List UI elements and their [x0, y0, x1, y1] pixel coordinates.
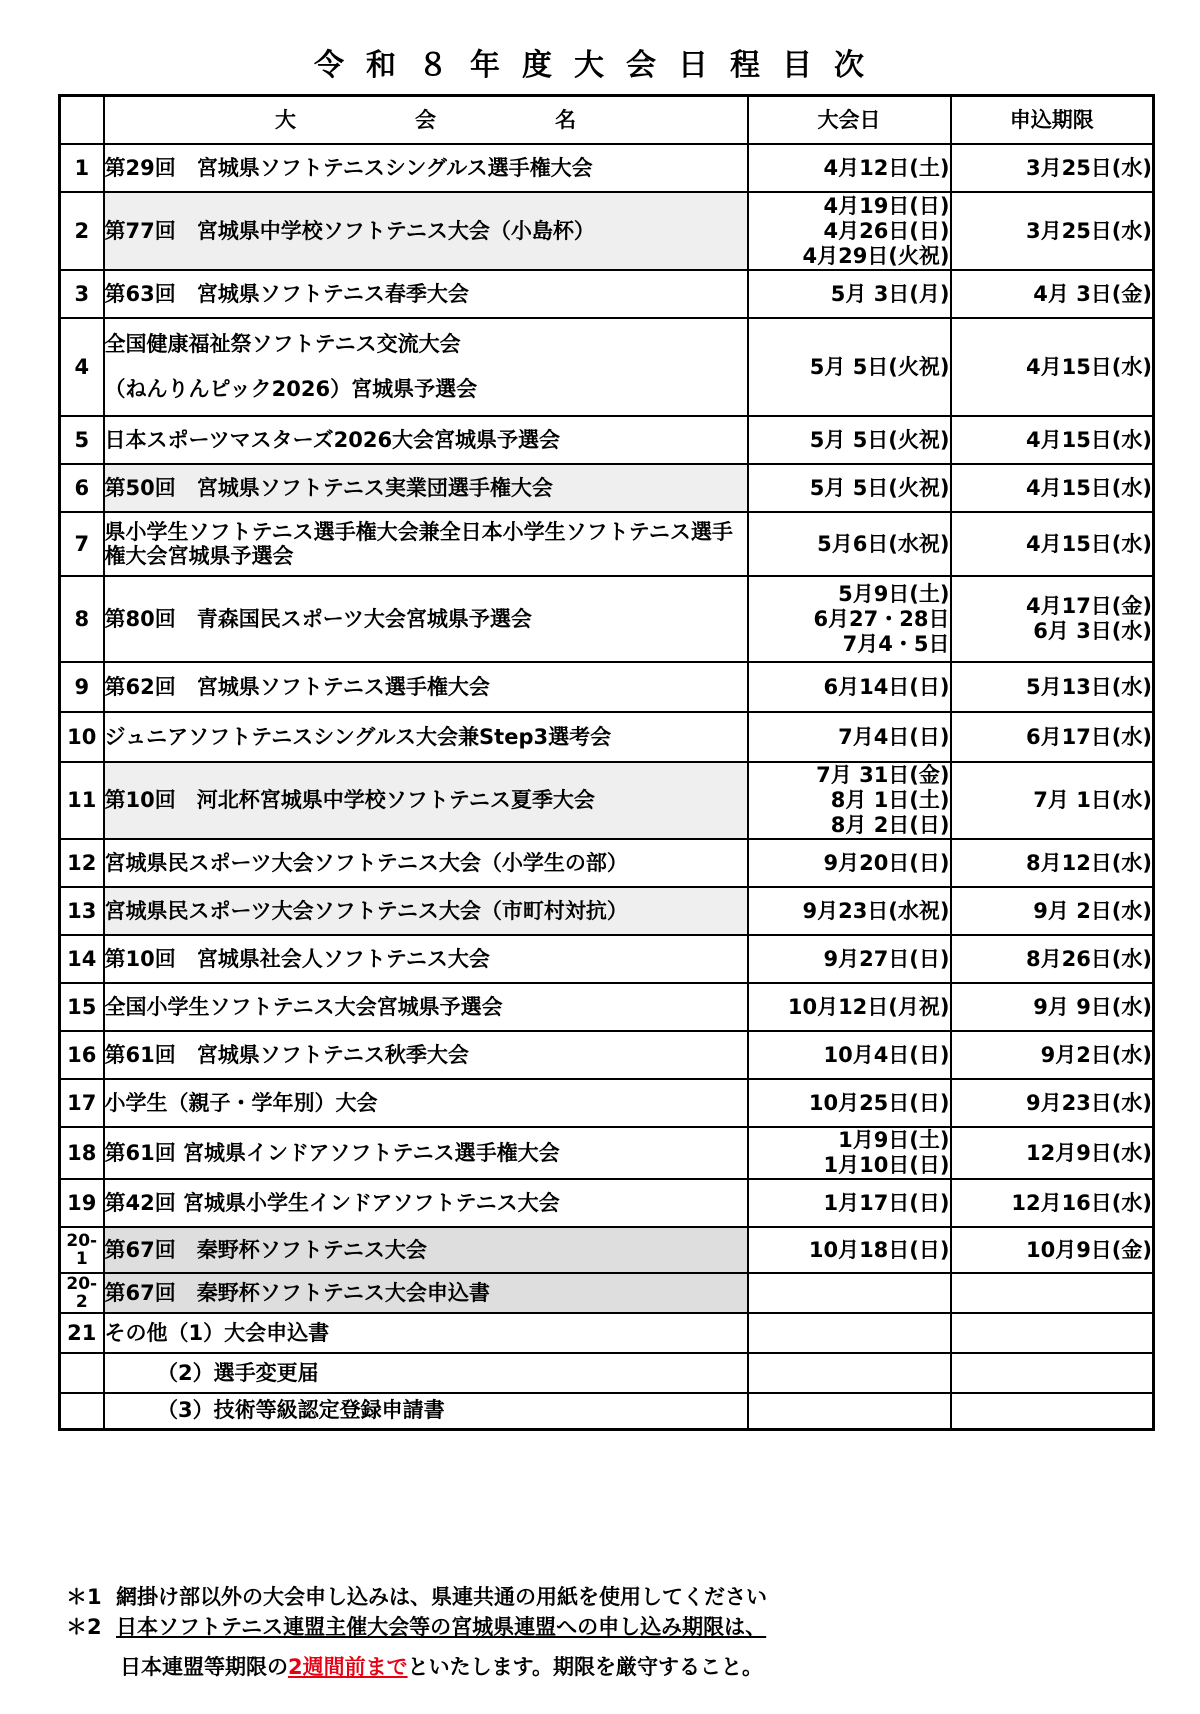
table-row	[60, 935, 1154, 983]
event-name: 県小学生ソフトテニス選手権大会兼全日本小学生ソフトテニス選手権大会宮城県予選会	[104, 512, 748, 576]
table-row	[60, 762, 1154, 839]
row-number: 18	[60, 1127, 104, 1179]
table-row	[60, 1313, 1154, 1353]
entry-deadline: 4月15日(水)	[951, 318, 1154, 416]
event-date: 5月9日(土) 6月27・28日 7月4・5日	[748, 576, 951, 662]
table-row	[60, 1273, 1154, 1313]
footnotes	[66, 1582, 767, 1682]
event-date: 4月12日(土)	[748, 144, 951, 192]
event-date: 5月 5日(火祝)	[748, 464, 951, 512]
event-name: 第67回 秦野杯ソフトテニス大会申込書	[104, 1273, 748, 1313]
event-date: 5月6日(水祝)	[748, 512, 951, 576]
footnote-2: ＊2 日本ソフトテニス連盟主催大会等の宮城県連盟への申し込み期限は、	[66, 1615, 767, 1639]
row-number: 19	[60, 1179, 104, 1227]
table-row	[60, 1227, 1154, 1273]
table-row	[60, 1079, 1154, 1127]
event-date: 10月18日(日)	[748, 1227, 951, 1273]
row-number	[60, 1353, 104, 1393]
entry-deadline: 5月13日(水)	[951, 662, 1154, 712]
entry-deadline: 4月15日(水)	[951, 416, 1154, 464]
table-row	[60, 192, 1154, 270]
row-number: 14	[60, 935, 104, 983]
event-date: 9月27日(日)	[748, 935, 951, 983]
header-name: 大 会 名	[104, 96, 748, 145]
event-date	[748, 1273, 951, 1313]
event-date: 7月 31日(金) 8月 1日(土) 8月 2日(日)	[748, 762, 951, 839]
event-date: 6月14日(日)	[748, 662, 951, 712]
entry-deadline: 8月12日(水)	[951, 839, 1154, 887]
table-row	[60, 712, 1154, 762]
event-name: 第77回 宮城県中学校ソフトテニス大会（小島杯）	[104, 192, 748, 270]
event-name: 第42回 宮城県小学生インドアソフトテニス大会	[104, 1179, 748, 1227]
row-number: 3	[60, 270, 104, 318]
entry-deadline: 4月17日(金) 6月 3日(水)	[951, 576, 1154, 662]
footnote-2-continued: 日本連盟等期限の2週間前までといたします。期限を厳守すること。	[120, 1655, 763, 1679]
event-name: （2）選手変更届	[104, 1353, 748, 1393]
table-row	[60, 1127, 1154, 1179]
row-number: 5	[60, 416, 104, 464]
header-no	[60, 96, 104, 145]
table-row	[60, 416, 1154, 464]
deadline-emphasis: 2週間前まで	[288, 1655, 408, 1679]
header-deadline: 申込期限	[951, 96, 1154, 145]
entry-deadline: 9月 2日(水)	[951, 887, 1154, 935]
entry-deadline: 9月2日(水)	[951, 1031, 1154, 1079]
entry-deadline: 9月23日(水)	[951, 1079, 1154, 1127]
entry-deadline: 8月26日(水)	[951, 935, 1154, 983]
event-date: 5月 3日(月)	[748, 270, 951, 318]
event-date: 10月12日(月祝)	[748, 983, 951, 1031]
row-number: 8	[60, 576, 104, 662]
header-date: 大会日	[748, 96, 951, 145]
table-row	[60, 1031, 1154, 1079]
event-name: 全国小学生ソフトテニス大会宮城県予選会	[104, 983, 748, 1031]
event-date: 10月4日(日)	[748, 1031, 951, 1079]
event-name: 全国健康福祉祭ソフトテニス交流大会 （ねんりんピック2026）宮城県予選会	[104, 318, 748, 416]
table-row	[60, 464, 1154, 512]
event-name: 日本スポーツマスターズ2026大会宮城県予選会	[104, 416, 748, 464]
row-number: 17	[60, 1079, 104, 1127]
schedule-table	[58, 94, 1155, 1431]
header-row	[60, 96, 1154, 145]
event-date: 9月23日(水祝)	[748, 887, 951, 935]
table-row	[60, 270, 1154, 318]
footnote-1: ＊1 網掛け部以外の大会申し込みは、県連共通の用紙を使用してください	[66, 1585, 767, 1609]
event-date: 10月25日(日)	[748, 1079, 951, 1127]
event-name: 第29回 宮城県ソフトテニスシングルス選手権大会	[104, 144, 748, 192]
event-date	[748, 1393, 951, 1429]
event-date: 1月17日(日)	[748, 1179, 951, 1227]
row-number: 20-2	[60, 1273, 104, 1313]
event-name: 第63回 宮城県ソフトテニス春季大会	[104, 270, 748, 318]
entry-deadline: 3月25日(水)	[951, 192, 1154, 270]
row-number: 21	[60, 1313, 104, 1353]
table-row	[60, 512, 1154, 576]
entry-deadline: 12月16日(水)	[951, 1179, 1154, 1227]
table-row	[60, 887, 1154, 935]
row-number: 15	[60, 983, 104, 1031]
event-date	[748, 1313, 951, 1353]
table-row	[60, 662, 1154, 712]
table-row	[60, 1393, 1154, 1429]
event-name: 小学生（親子・学年別）大会	[104, 1079, 748, 1127]
event-name: 第50回 宮城県ソフトテニス実業団選手権大会	[104, 464, 748, 512]
event-name: 第10回 河北杯宮城県中学校ソフトテニス夏季大会	[104, 762, 748, 839]
event-name: 第61回 宮城県ソフトテニス秋季大会	[104, 1031, 748, 1079]
entry-deadline	[951, 1313, 1154, 1353]
entry-deadline: 4月15日(水)	[951, 464, 1154, 512]
row-number: 9	[60, 662, 104, 712]
table-row	[60, 1179, 1154, 1227]
event-name: （3）技術等級認定登録申請書	[104, 1393, 748, 1429]
entry-deadline: 6月17日(水)	[951, 712, 1154, 762]
event-date: 7月4日(日)	[748, 712, 951, 762]
event-name: 第80回 青森国民スポーツ大会宮城県予選会	[104, 576, 748, 662]
table-row	[60, 576, 1154, 662]
entry-deadline: 7月 1日(水)	[951, 762, 1154, 839]
event-date	[748, 1353, 951, 1393]
entry-deadline: 3月25日(水)	[951, 144, 1154, 192]
entry-deadline	[951, 1393, 1154, 1429]
row-number: 16	[60, 1031, 104, 1079]
event-date: 1月9日(土) 1月10日(日)	[748, 1127, 951, 1179]
entry-deadline	[951, 1353, 1154, 1393]
event-name: 第61回 宮城県インドアソフトテニス選手権大会	[104, 1127, 748, 1179]
event-name: 宮城県民スポーツ大会ソフトテニス大会（小学生の部）	[104, 839, 748, 887]
event-date: 5月 5日(火祝)	[748, 318, 951, 416]
entry-deadline: 4月 3日(金)	[951, 270, 1154, 318]
row-number: 1	[60, 144, 104, 192]
table-row	[60, 839, 1154, 887]
event-name: その他（1）大会申込書	[104, 1313, 748, 1353]
row-number: 4	[60, 318, 104, 416]
event-name: 第67回 秦野杯ソフトテニス大会	[104, 1227, 748, 1273]
table-row	[60, 1353, 1154, 1393]
row-number: 6	[60, 464, 104, 512]
event-name: 宮城県民スポーツ大会ソフトテニス大会（市町村対抗）	[104, 887, 748, 935]
event-name: 第62回 宮城県ソフトテニス選手権大会	[104, 662, 748, 712]
event-date: 9月20日(日)	[748, 839, 951, 887]
entry-deadline: 10月9日(金)	[951, 1227, 1154, 1273]
row-number: 2	[60, 192, 104, 270]
table-row	[60, 144, 1154, 192]
page-title: 令和８年度大会日程目次	[314, 48, 886, 83]
row-number	[60, 1393, 104, 1429]
entry-deadline: 9月 9日(水)	[951, 983, 1154, 1031]
event-name: ジュニアソフトテニスシングルス大会兼Step3選考会	[104, 712, 748, 762]
table-row	[60, 983, 1154, 1031]
event-date: 5月 5日(火祝)	[748, 416, 951, 464]
row-number: 11	[60, 762, 104, 839]
row-number: 7	[60, 512, 104, 576]
entry-deadline: 4月15日(水)	[951, 512, 1154, 576]
row-number: 12	[60, 839, 104, 887]
row-number: 13	[60, 887, 104, 935]
row-number: 10	[60, 712, 104, 762]
entry-deadline: 12月9日(水)	[951, 1127, 1154, 1179]
event-date: 4月19日(日) 4月26日(日) 4月29日(火祝)	[748, 192, 951, 270]
row-number: 20-1	[60, 1227, 104, 1273]
entry-deadline	[951, 1273, 1154, 1313]
event-name: 第10回 宮城県社会人ソフトテニス大会	[104, 935, 748, 983]
table-row	[60, 318, 1154, 416]
